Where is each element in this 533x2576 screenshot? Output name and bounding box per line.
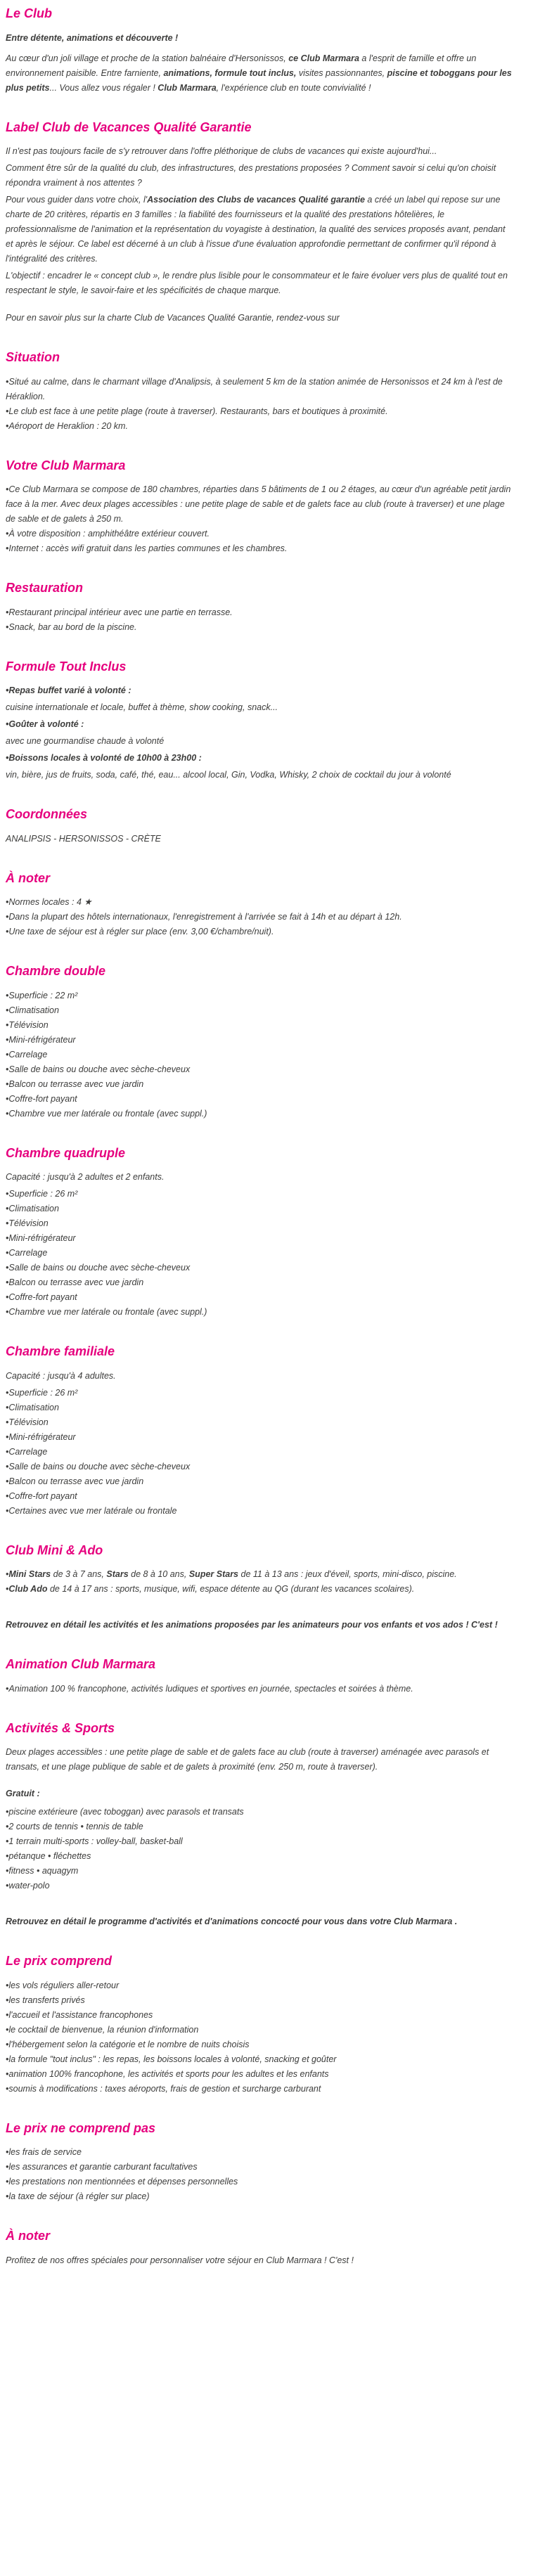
section-restauration [6, 580, 512, 635]
bullet-list [6, 1386, 512, 1519]
list-item: • Balcon ou terrasse avec vue jardin [6, 1077, 512, 1092]
paragraph: vin, bière, jus de fruits, soda, café, thé, eau... alcool local, Gin, Vodka, Whisky, 2 choix de cocktail du jour à volonté [6, 770, 451, 780]
bullet-list [6, 683, 512, 698]
section-chambre-familiale [6, 1344, 512, 1519]
bold-text: Stars [106, 1569, 129, 1579]
section-le-prix-comprend [6, 1953, 512, 2097]
list-item: • les assurances et garantie carburant facultatives [6, 2160, 512, 2175]
list-item: • les prestations non mentionnées et dépenses personnelles [6, 2175, 512, 2189]
bullet-list [6, 482, 512, 556]
text-run: , l'expérience club en toute convivialité ! [216, 82, 371, 93]
paragraph: Il n'est pas toujours facile de s'y retrouver dans l'offre pléthorique de clubs de vacances qui existe aujourd'hui... [6, 146, 437, 156]
section-title: Label Club de Vacances Qualité Garantie [6, 120, 252, 134]
list-item: • Salle de bains ou douche avec sèche-cheveux [6, 1062, 512, 1077]
bold-text: Super Stars [188, 1569, 239, 1579]
list-item: • Boissons locales à volonté de 10h00 à 23h00 : [6, 751, 512, 766]
list-item: • Balcon ou terrasse avec vue jardin [6, 1474, 512, 1489]
list-item: • Climatisation [6, 1202, 512, 1216]
text-run: ... Vous allez vous régaler ! [49, 82, 158, 93]
list-item: • Coffre-fort payant [6, 1290, 512, 1305]
list-item: • Chambre vue mer latérale ou frontale (avec suppl.) [6, 1305, 512, 1320]
list-item: • Chambre vue mer latérale ou frontale (avec suppl.) [6, 1107, 512, 1121]
list-item: • Superficie : 26 m² [6, 1386, 512, 1400]
list-item: • le cocktail de bienvenue, la réunion d'information [6, 2023, 512, 2037]
list-item: • Coffre-fort payant [6, 1489, 512, 1504]
bullet-list [6, 605, 512, 635]
list-item: • piscine extérieure (avec toboggan) avec parasols et transats [6, 1805, 512, 1820]
bold-text: piscine et toboggans pour les plus petits [6, 67, 512, 93]
paragraph: Comment être sûr de la qualité du club, des infrastructures, des prestations proposées ? Comment savoir si celui qu'on choisit répondra vraiment à nos attentes ? [6, 163, 496, 188]
list-item: • Internet : accès wifi gratuit dans les parties communes et les chambres. [6, 541, 512, 556]
list-item: • Restaurant principal intérieur avec une partie en terrasse. [6, 605, 512, 620]
note-text: Pour en savoir plus sur la charte Club de Vacances Qualité Garantie, rendez-vous sur [6, 313, 340, 323]
list-item: • Goûter à volonté : [6, 717, 512, 732]
section-a-noter-2 [6, 2228, 512, 2268]
bullet-list [6, 2145, 512, 2204]
list-item: • Normes locales : 4 ★ [6, 895, 512, 910]
list-item: • Repas buffet varié à volonté : [6, 683, 512, 698]
list-item: • Carrelage [6, 1445, 512, 1460]
list-item: • Climatisation [6, 1400, 512, 1415]
list-item: • animation 100% francophone, les activités et sports pour les adultes et les enfants [6, 2067, 512, 2082]
list-item: • la taxe de séjour (à régler sur place) [6, 2189, 512, 2204]
section-title: Situation [6, 350, 60, 364]
section-a-noter-1 [6, 870, 512, 940]
section-formule-tout-inclus [6, 659, 512, 783]
section-title: Votre Club Marmara [6, 458, 126, 472]
list-item: • Aéroport de Heraklion : 20 km. [6, 419, 512, 434]
section-title: Le Club [6, 6, 52, 20]
paragraph: Profitez de nos offres spéciales pour personnaliser votre séjour en Club Marmara ! C'est ! [6, 2255, 354, 2265]
section-le-prix-ne-comprend-pas [6, 2120, 512, 2205]
list-item: • Télévision [6, 1216, 512, 1231]
paragraph: Capacité : jusqu'à 4 adultes. [6, 1370, 116, 1381]
bullet-list [6, 1978, 512, 2097]
text-run: Pour vous guider dans votre choix, l' [6, 195, 148, 205]
list-item: • Certaines avec vue mer latérale ou frontale [6, 1504, 512, 1519]
list-item: • 2 courts de tennis • tennis de table [6, 1820, 512, 1834]
bold-paragraph: Retrouvez en détail les activités et les animations proposées par les animateurs pour vos enfants et vos ados ! C'est ! [6, 1620, 498, 1630]
section-title: À noter [6, 2229, 50, 2243]
section-situation [6, 349, 512, 434]
list-item: • Climatisation [6, 1003, 512, 1018]
list-item: • soumis à modifications : taxes aéroports, frais de gestion et surcharge carburant [6, 2082, 512, 2097]
text-run: de 3 à 7 ans, [51, 1569, 107, 1579]
list-item: • les transferts privés [6, 1993, 512, 2008]
section-club-mini-ado [6, 1543, 512, 1633]
list-item: • 1 terrain multi-sports : volley-ball, basket-ball [6, 1834, 512, 1849]
section-title: Activités & Sports [6, 1720, 115, 1735]
bold-text: Association des Clubs de vacances Qualité garantie [147, 195, 365, 205]
section-chambre-double [6, 963, 512, 1121]
list-item: • Télévision [6, 1415, 512, 1430]
list-item: • fitness • aquagym [6, 1864, 512, 1879]
list-item: • Coffre-fort payant [6, 1092, 512, 1107]
text-run: a l'esprit de famille et offre un environnement paisible. Entre farniente, [6, 53, 477, 78]
bullet-list [6, 1567, 512, 1597]
bullet-list [6, 988, 512, 1121]
section-title: Animation Club Marmara [6, 1657, 156, 1671]
section-title: Formule Tout Inclus [6, 659, 127, 674]
paragraph: Deux plages accessibles : une petite plage de sable et de galets face au club (route à traverser) aménagée avec parasols et transats, et une plage publique de sable et de galets à proximité (env. 250 m, route à traverser). [6, 1747, 489, 1772]
list-item: • Une taxe de séjour est à régler sur place (env. 3,00 €/chambre/nuit). [6, 925, 512, 939]
paragraph: avec une gourmandise chaude à volonté [6, 736, 165, 746]
bold-text: ce Club Marmara [288, 53, 359, 63]
section-coordonnees [6, 806, 512, 846]
section-title: Le prix ne comprend pas [6, 2120, 156, 2135]
section-title: Chambre double [6, 964, 106, 978]
list-item: • Mini-réfrigérateur [6, 1033, 512, 1048]
list-item: • la formule "tout inclus" : les repas, les boissons locales à volonté, snacking et goûter [6, 2052, 512, 2067]
list-item: • Situé au calme, dans le charmant village d'Analipsis, à seulement 5 km de la station animée de Hersonissos et 24 km à l'est de Héraklion. [6, 375, 512, 404]
list-item: • Snack, bar au bord de la piscine. [6, 620, 512, 635]
section-title: Club Mini & Ado [6, 1543, 103, 1557]
bullet-list [6, 375, 512, 434]
bold-paragraph: Gratuit : [6, 1789, 40, 1798]
bold-text: animations, formule tout inclus, [163, 67, 297, 78]
list-item: • Télévision [6, 1018, 512, 1033]
lead-text: Entre détente, animations et découverte ! [6, 32, 179, 43]
list-item: • Carrelage [6, 1048, 512, 1062]
list-item: • Superficie : 26 m² [6, 1187, 512, 1202]
text-run: de 8 à 10 ans, [128, 1569, 189, 1579]
list-item: • Le club est face à une petite plage (route à traverser). Restaurants, bars et boutiques à proximité. [6, 404, 512, 419]
bold-text: Club Marmara [158, 82, 217, 93]
text-run: de 14 à 17 ans : sports, musique, wifi, espace détente au QG (durant les vacances scolaires). [47, 1584, 415, 1594]
paragraph [6, 51, 512, 96]
bullet-list [6, 751, 512, 766]
list-item: • water-polo [6, 1879, 512, 1893]
text-run: visites passionnantes, [296, 67, 387, 78]
list-item: • Superficie : 22 m² [6, 988, 512, 1003]
section-title: À noter [6, 870, 50, 885]
section-title: Coordonnées [6, 807, 88, 821]
list-item: • Salle de bains ou douche avec sèche-cheveux [6, 1460, 512, 1474]
section-title: Restauration [6, 581, 84, 595]
list-item: • pétanque • fléchettes [6, 1849, 512, 1864]
paragraph: L'objectif : encadrer le « concept club », le rendre plus lisible pour le consommateur et le faire évoluer vers plus de qualité tout en respectant le style, le savoir-faire et les spécificités de chaque marque. [6, 271, 508, 295]
section-votre-club-marmara [6, 458, 512, 557]
text-run: a créé un label qui repose sur une charte de 20 critères, répartis en 3 familles : la fiabilité des fournisseurs et la qualité des prestations hôtelières, le professionnalisme de l'animation et la représentation du voyagiste à destination, la qualité des services proposés avant, pendant et après le séjour. Ce label est décerné à un club à l'issue d'une évaluation approfondie permettant de confirmer qu'il répond à l'intégralité des critères. [6, 195, 506, 264]
bullet-list [6, 717, 512, 732]
bold-text: Club Ado [8, 1584, 48, 1594]
list-item: • les vols réguliers aller-retour [6, 1978, 512, 1993]
section-animation-club-marmara [6, 1656, 512, 1696]
section-title: Chambre quadruple [6, 1145, 126, 1160]
list-item: • l'accueil et l'assistance francophones [6, 2008, 512, 2023]
section-title: Le prix comprend [6, 1954, 113, 1968]
list-item: • Animation 100 % francophone, activités ludiques et sportives en journée, spectacles et soirées à thème. [6, 1682, 512, 1696]
section-le-club [6, 6, 512, 96]
bold-text: Mini Stars [8, 1569, 51, 1579]
paragraph: ANALIPSIS - HERSONISSOS - CRÈTE [6, 833, 161, 844]
bullet-list [6, 895, 512, 939]
list-item: • Mini-réfrigérateur [6, 1430, 512, 1445]
paragraph [6, 193, 512, 266]
bullet-list [6, 1805, 512, 1893]
list-item: • À votre disposition : amphithéâtre extérieur couvert. [6, 527, 512, 541]
text-run: de 11 à 13 ans : jeux d'éveil, sports, mini-disco, piscine. [238, 1569, 457, 1579]
section-activites-sports [6, 1720, 512, 1930]
list-item: • Dans la plupart des hôtels internationaux, l'enregistrement à l'arrivée se fait à 14h et au départ à 12h. [6, 910, 512, 925]
bullet-list [6, 1187, 512, 1320]
section-title: Chambre familiale [6, 1344, 115, 1358]
list-item: • Balcon ou terrasse avec vue jardin [6, 1275, 512, 1290]
paragraph: cuisine internationale et locale, buffet à thème, show cooking, snack... [6, 702, 278, 712]
bullet-list [6, 1682, 512, 1696]
paragraph: Capacité : jusqu'à 2 adultes et 2 enfants. [6, 1172, 165, 1182]
list-item: • Salle de bains ou douche avec sèche-cheveux [6, 1261, 512, 1275]
list-item: • Ce Club Marmara se compose de 180 chambres, réparties dans 5 bâtiments de 1 ou 2 étages, au cœur d'un agréable petit jardin face à la mer. Avec deux plages accessibles : une petite plage de sable et de galets face au club (route à traverser) et une plage de sable et de galets à 250 m. [6, 482, 512, 527]
text-run: Au cœur d'un joli village et proche de la station balnéaire d'Hersonissos, [6, 53, 289, 63]
list-item: • l'hébergement selon la catégorie et le nombre de nuits choisis [6, 2037, 512, 2052]
list-item: • Mini-réfrigérateur [6, 1231, 512, 1246]
bold-paragraph: Retrouvez en détail le programme d'activités et d'animations concocté pour vous dans votre Club Marmara . [6, 1917, 458, 1926]
list-item [6, 1582, 512, 1597]
list-item [6, 1567, 512, 1582]
list-item: • les frais de service [6, 2145, 512, 2160]
list-item: • Carrelage [6, 1246, 512, 1261]
section-chambre-quadruple [6, 1145, 512, 1320]
section-label-qualite [6, 120, 512, 326]
